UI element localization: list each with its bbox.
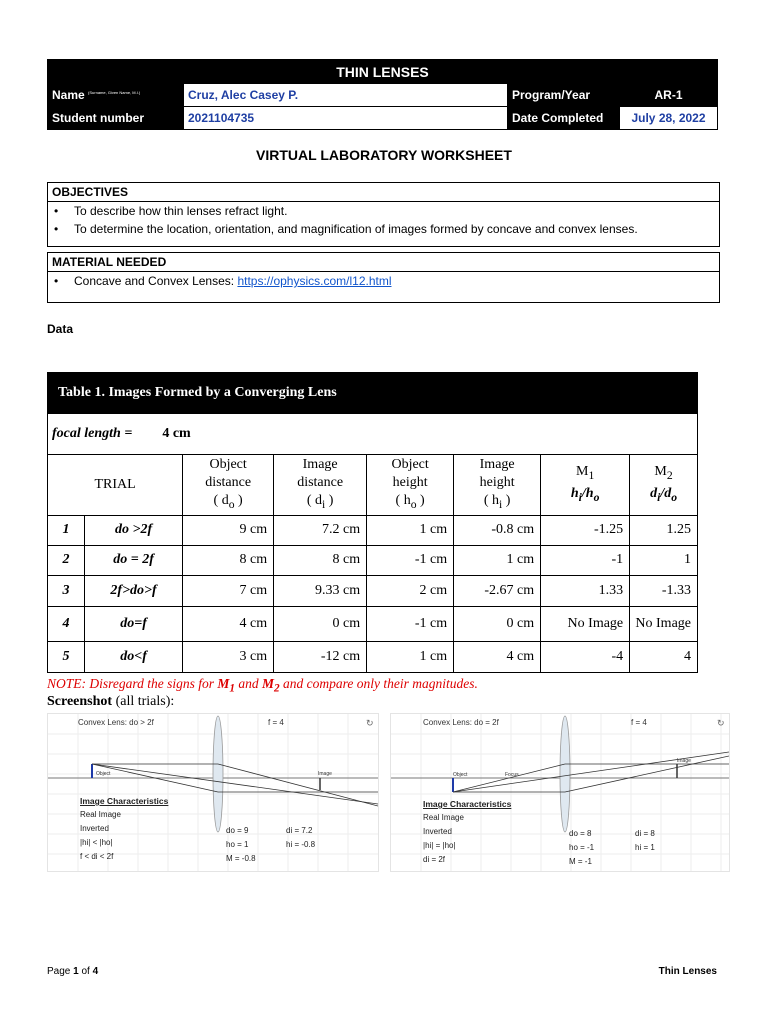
screenshot-trial-1 (47, 713, 379, 872)
page-number: Page 1 of 4 (47, 966, 99, 977)
screenshot-trial-2 (390, 713, 730, 872)
focal-value: f = 4 (631, 718, 647, 727)
date-completed-value: July 28, 2022 (620, 107, 718, 130)
table-row: 2 do = 2f 8 cm 8 cm -1 cm 1 cm -1 1 (48, 545, 698, 575)
table-row: 1 do >2f 9 cm 7.2 cm 1 cm -0.8 cm -1.25 1.25 (48, 515, 698, 545)
data-label: Data (47, 322, 74, 336)
student-number-value: 2021104735 (184, 107, 508, 130)
name-value: Cruz, Alec Casey P. (184, 84, 508, 107)
objectives-list (48, 202, 719, 238)
values-right: di = 7.2 hi = -0.8 (286, 826, 316, 849)
reset-icon[interactable]: ↻ (366, 718, 374, 728)
values-left: do = 8 ho = -1 M = -1 (569, 829, 595, 866)
material-item: • Concave and Convex Lenses: https://ophysics.com/l12.html (74, 272, 719, 290)
object-label: Object (96, 771, 111, 777)
image-distance-header: Image distance ( $d_i$ ) (274, 455, 367, 516)
name-label: Name $^{(Surname, Given Name, M.I.)}$ (48, 84, 184, 107)
focal-length-row: focal length = 4 cm (48, 414, 698, 455)
simulation-title: Convex Lens: do > 2f (78, 718, 154, 727)
image-characteristics: Image Characteristics Real Image Inverted |hi| = |ho| di = 2f (423, 799, 512, 864)
program-label: Program/Year (508, 84, 620, 107)
image-characteristics: Image Characteristics Real Image Inverted |hi| < |ho| f < di < 2f (80, 796, 169, 861)
date-completed-label: Date Completed (508, 107, 620, 130)
footer-title: Thin Lenses (658, 966, 717, 977)
object-height-header: Object height ( $h_o$ ) (367, 455, 454, 516)
values-right: di = 8 hi = 1 (635, 829, 655, 852)
objectives-box (47, 182, 720, 247)
image-height-header: Image height ( $h_i$ ) (454, 455, 541, 516)
ophysics-link[interactable]: https://ophysics.com/l12.html (237, 274, 392, 288)
objectives-heading: OBJECTIVES (48, 183, 719, 202)
reset-icon[interactable]: ↻ (717, 718, 725, 728)
table-caption: Table 1. Images Formed by a Converging Lens (48, 373, 698, 414)
trial-header: TRIAL (48, 455, 183, 516)
image-label: Image (677, 758, 691, 764)
values-left: do = 9 ho = 1 M = -0.8 (226, 826, 256, 863)
m2-header: $M_2$ $d_i/d_o$ (630, 455, 698, 516)
image-label: Image (318, 771, 332, 777)
object-distance-header: Object distance ( $d_o$ ) (183, 455, 274, 516)
table-row: 3 2f>do>f 7 cm 9.33 cm 2 cm -2.67 cm 1.33 -1.33 (48, 575, 698, 606)
worksheet-title: VIRTUAL LABORATORY WORKSHEET (256, 147, 512, 163)
materials-list (48, 272, 719, 290)
m1-header: $M_1$ $h_i/h_o$ (541, 455, 630, 516)
objective-item: • To describe how thin lenses refract light. (74, 202, 719, 220)
materials-box (47, 252, 720, 303)
converging-lens-table (47, 372, 698, 673)
program-value: AR-1 (620, 84, 718, 107)
header-table (47, 59, 718, 130)
student-number-label: Student number (48, 107, 184, 130)
object-label: Object (453, 772, 468, 778)
screenshot-label: Screenshot (all trials): (47, 694, 175, 709)
materials-heading: MATERIAL NEEDED (48, 253, 719, 272)
table-row: 4 do=f 4 cm 0 cm -1 cm 0 cm No Image No Image (48, 606, 698, 641)
focal-value: f = 4 (268, 718, 284, 727)
table-row: 5 do<f 3 cm -12 cm 1 cm 4 cm -4 4 (48, 641, 698, 672)
objective-item: • To determine the location, orientation, and magnification of images formed by concave and convex lenses. (74, 220, 719, 238)
simulation-title: Convex Lens: do = 2f (423, 718, 499, 727)
focus-label: Focus (505, 772, 519, 778)
doc-title: THIN LENSES (48, 60, 718, 84)
magnitude-note: NOTE: Disregard the signs for $M_1$ and $M_2$ and compare only their magnitudes. (47, 676, 478, 695)
